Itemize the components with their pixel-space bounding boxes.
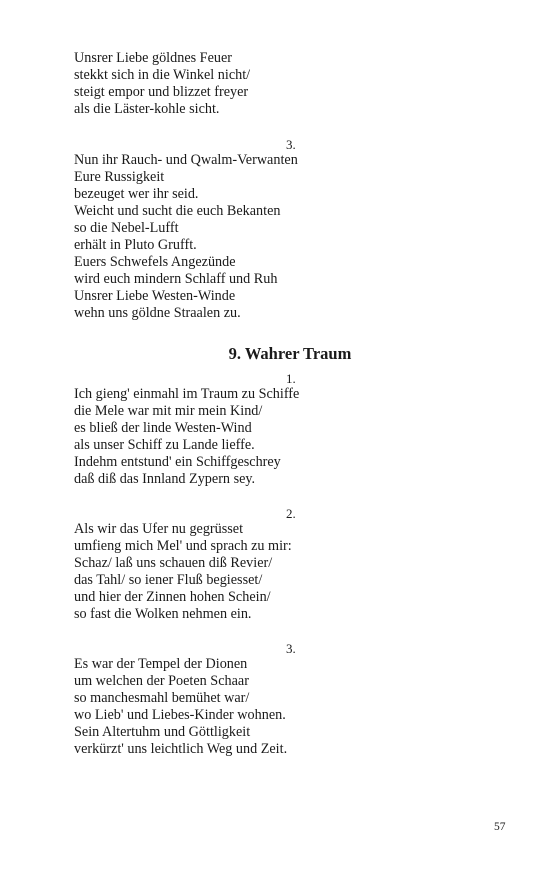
- verse-line: Unsrer Liebe göldnes Feuer: [74, 50, 232, 66]
- verse-line: Indehm entstund' ein Schiffgeschrey: [74, 454, 281, 470]
- verse-line: Euers Schwefels Angezünde: [74, 254, 236, 270]
- verse-line: Unsrer Liebe Westen-Winde: [74, 288, 236, 304]
- verse-line: Sein Altertuhm und Göttligkeit: [74, 724, 251, 740]
- verse-line: und hier der Zinnen hohen Schein/: [74, 589, 271, 605]
- verse-line: Als wir das Ufer nu gegrüsset: [74, 521, 244, 537]
- verse-line: so fast die Wolken nehmen ein.: [74, 606, 252, 622]
- verse-line: erhält in Pluto Grufft.: [74, 237, 197, 253]
- poem-title: 9. Wahrer Traum: [228, 344, 352, 363]
- stanza-number: 3.: [286, 641, 296, 656]
- verse-line: wird euch mindern Schlaff und Ruh: [74, 271, 278, 287]
- verse-line: als unser Schiff zu Lande lieffe.: [74, 437, 255, 453]
- verse-line: wo Lieb' und Liebes-Kinder wohnen.: [74, 707, 286, 723]
- verse-line: als die Läster-kohle sicht.: [74, 101, 220, 117]
- stanza-3-poem: [74, 656, 434, 758]
- verse-line: Weicht und sucht die euch Bekanten: [74, 203, 281, 219]
- verse-line: steigt empor und blizzet freyer: [74, 84, 249, 100]
- verse-line: so die Nebel-Lufft: [74, 220, 179, 236]
- verse-line: bezeuget wer ihr seid.: [74, 186, 199, 202]
- verse-line: das Tahl/ so iener Fluß begiesset/: [74, 572, 263, 588]
- verse-line: die Mele war mit mir mein Kind/: [74, 403, 263, 419]
- verse-line: Schaz/ laß uns schauen diß Revier/: [74, 555, 273, 571]
- verse-line: Ich gieng' einmahl im Traum zu Schiffe: [74, 386, 300, 402]
- verse-line: verkürzt' uns leichtlich Weg und Zeit.: [74, 741, 288, 757]
- verse-line: es bließ der linde Westen-Wind: [74, 420, 252, 436]
- verse-line: Nun ihr Rauch- und Qwalm-Verwanten: [74, 152, 298, 168]
- stanza-number: 2.: [286, 506, 296, 521]
- stanza-1: [74, 386, 434, 488]
- verse-line: daß diß das Innland Zypern sey.: [74, 471, 256, 487]
- stanza-number: 1.: [286, 371, 296, 386]
- stanza-number: 3.: [286, 137, 296, 152]
- stanza-continued: [74, 50, 434, 118]
- stanza-3: [74, 152, 434, 322]
- verse-line: umfieng mich Mel' und sprach zu mir:: [74, 538, 292, 554]
- verse-line: um welchen der Poeten Schaar: [74, 673, 249, 689]
- stanza-2: [74, 521, 434, 623]
- verse-line: Eure Russigkeit: [74, 169, 165, 185]
- verse-line: wehn uns göldne Straalen zu.: [74, 305, 241, 321]
- verse-line: Es war der Tempel der Dionen: [74, 656, 248, 672]
- verse-line: stekkt sich in die Winkel nicht/: [74, 67, 251, 83]
- verse-line: so manchesmahl bemühet war/: [74, 690, 250, 706]
- page-number: 57: [494, 821, 506, 833]
